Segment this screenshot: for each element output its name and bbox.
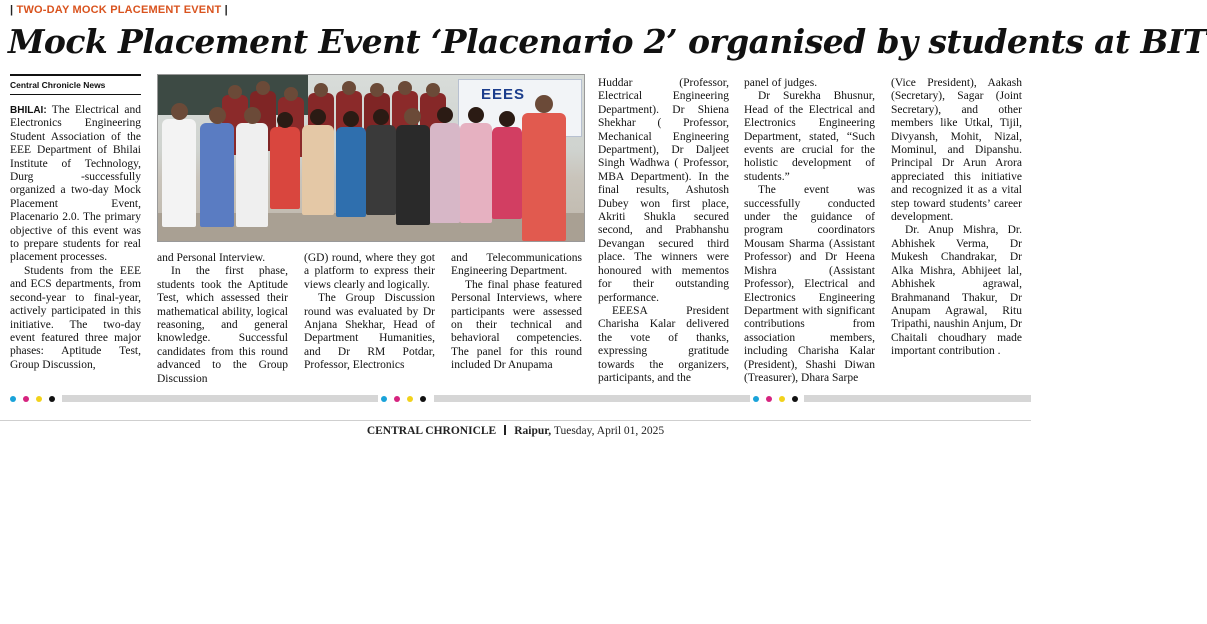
banner-logo-text: EEES <box>481 86 526 103</box>
col6-para-1: panel of judges. <box>744 77 818 89</box>
registration-dot <box>36 396 42 402</box>
print-strip-2 <box>434 395 750 402</box>
footer-paper-name: CENTRAL CHRONICLE <box>366 425 497 437</box>
kicker-text: TWO-DAY MOCK PLACEMENT EVENT <box>16 4 222 16</box>
col3-para-2: The Group Discussion round was evaluated by Dr Anjana Shekhar, Head of Department Humanities, and Dr RM Potdar, Professor, Electronics <box>304 292 435 372</box>
article-column-3 <box>304 252 435 388</box>
group-photo <box>157 74 585 242</box>
col2-para-2: In the first phase, students took the Aptitude Test, which assessed their mathematical ability, logical reasoning, and general knowledge. Successful candidates from this round advanced to the Group Discussion <box>157 265 288 385</box>
section-kicker: | TWO-DAY MOCK PLACEMENT EVENT | <box>10 4 228 16</box>
registration-dot <box>753 396 759 402</box>
col7-para-1: (Vice President), Aakash (Secretary), Sagar (Joint Secretary), and other members like Utkal, Tijil, Divyansh, Mohit, Nizal, Mominul, and Dipanshu. Principal Dr Arun Arora appreciated this initiative and recognized it as a vital step toward students’ career development. <box>891 77 1022 224</box>
registration-dot <box>766 396 772 402</box>
col4-para-1: and Telecommunications Engineering Department. <box>451 252 582 278</box>
dateline: BHILAI: <box>10 105 47 116</box>
registration-dot <box>23 396 29 402</box>
col5-para-1: Huddar (Professor, Electrical Engineering Department). Dr Shiena Shekhar ( Professor, Mechanical Engineering Department), Dr Daljeet Singh Wadhwa ( Professor, MBA Department). In the final results, Ashutosh Dubey won first place, Akriti Shukla secured second, and Prabhanshu Devangan secured third place. The winners were honoured with mementos for their outstanding performance. <box>598 77 729 304</box>
print-strip-3 <box>804 395 1031 402</box>
registration-dot <box>779 396 785 402</box>
article-column-5 <box>598 77 729 388</box>
col2-para-1: and Personal Interview. <box>157 252 266 264</box>
footer-date: Tuesday, April 01, 2025 <box>553 425 665 437</box>
article-column-2 <box>157 252 288 388</box>
footer-separator <box>504 425 506 435</box>
col6-para-2: Dr Surekha Bhusnur, Head of the Electrical and Electronics Engineering Department, stated, “Such events are crucial for the holistic development of students.” <box>744 90 875 183</box>
byline: Central Chronicle News <box>10 74 141 95</box>
col1-para-2: Students from the EEE and ECS departments, from second-year to final-year, actively participated in this initiative. The two-day event featured three major phases: Aptitude Test, Group Discussion, <box>10 264 141 371</box>
col7-para-2: Dr. Anup Mishra, Dr. Abhishek Verma, Dr Mukesh Chandrakar, Dr Alka Mishra, Abhijeet lal, Abhishek agrawal, Brahmanand Thakur, Dr Anupam Agrawal, Ritu Tripathi, naushin Anjum, Dr Chaitali choudhary made important contribution . <box>891 224 1022 358</box>
registration-dot <box>381 396 387 402</box>
footer-city: Raipur, <box>514 425 552 437</box>
registration-dot <box>394 396 400 402</box>
col6-para-3: The event was successfully conducted under the guidance of program coordinators Mousam Sharma (Assistant Professor) and Dr Heena Mishra (Assistant Professor), Electrical and Electronics Engineering Department with significant contributions from association members, including Charisha Kalar (President), Shashi Diwan (Treasurer), Dhara Sarpe <box>744 184 875 384</box>
col5-para-2: EEESA President Charisha Kalar delivered the vote of thanks, expressing gratitude towards the organizers, participants, and the <box>598 304 729 384</box>
headline: Mock Placement Event ‘Placenario 2’ organised by students at BIT <box>8 22 1207 61</box>
page-footer <box>0 424 1031 437</box>
col3-para-1: (GD) round, where they got a platform to express their views clearly and logically. <box>304 252 435 291</box>
article-column-1 <box>10 104 141 388</box>
col1-para-1: The Electrical and Electronics Engineering Student Association of the EEE Department of Bhilai Institute of Technology, Durg -successfully organized a two-day Mock Placement Event, Placenario 2.0. The primary objective of this event was to prepare students for real placement processes. <box>10 104 141 264</box>
article-column-7 <box>891 77 1022 388</box>
registration-dot <box>792 396 798 402</box>
registration-dot <box>407 396 413 402</box>
col4-para-2: The final phase featured Personal Interviews, where participants were assessed on their technical and behavioral competencies. The panel for this round included Dr Anupama <box>451 278 582 372</box>
article-column-4 <box>451 252 582 388</box>
article-column-6 <box>744 77 875 388</box>
registration-dot <box>49 396 55 402</box>
registration-dot <box>10 396 16 402</box>
print-strip-1 <box>62 395 378 402</box>
registration-dot <box>420 396 426 402</box>
footer-divider <box>0 420 1031 421</box>
